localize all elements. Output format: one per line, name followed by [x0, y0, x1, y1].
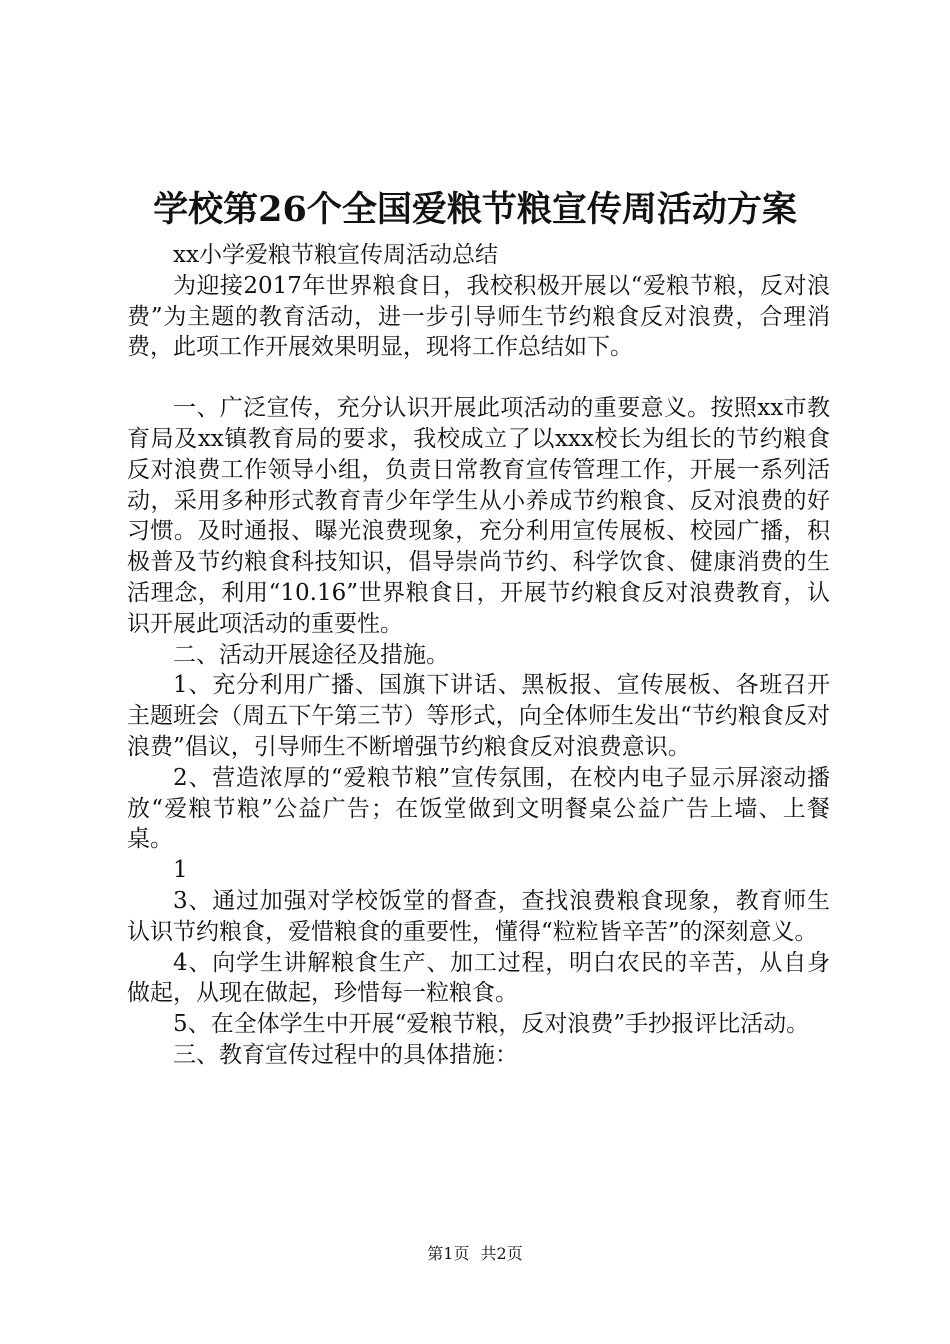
- section-three-heading: 三、教育宣传过程中的具体措施：: [173, 1041, 518, 1068]
- measure-item-4: 4、向学生讲解粮食生产、加工过程，明白农民的辛苦，从自身做起，从现在做起，珍惜每一粒粮食。: [127, 949, 830, 1007]
- page-total-label: 共2页: [480, 1244, 523, 1263]
- page-number-label: 第1页: [427, 1244, 470, 1263]
- section-two-heading: 二、活动开展途径及措施。: [173, 641, 449, 668]
- page-footer: [0, 1244, 950, 1264]
- measure-item-5: 5、在全体学生中开展“爱粮节粮，反对浪费”手抄报评比活动。: [173, 1011, 810, 1038]
- intro-paragraph: 为迎接2017年世界粮食日，我校积极开展以“爱粮节粮，反对浪费”为主题的教育活动，进一步引导师生节约粮食反对浪费，合理消费，此项工作开展效果明显，现将工作总结如下。: [127, 272, 830, 361]
- document-subtitle: xx小学爱粮节粮宣传周活动总结: [173, 242, 498, 268]
- measure-item-2: 2、营造浓厚的“爱粮节粮”宣传氛围，在校内电子显示屏滚动播放“爱粮节粮”公益广告；在饭堂做到文明餐桌公益广告上墙、上餐桌。: [127, 764, 830, 853]
- measure-item-1: 1、充分利用广播、国旗下讲话、黑板报、宣传展板、各班召开主题班会（周五下午第三节）等形式，向全体师生发出“节约粮食反对浪费”倡议，引导师生不断增强节约粮食反对浪费意识。: [127, 672, 830, 760]
- page-marker: 1: [173, 857, 188, 884]
- document-body: [127, 240, 830, 1071]
- measure-item-3: 3、通过加强对学校饭堂的督查，查找浪费粮食现象，教育师生认识节约粮食，爱惜粮食的重要性，懂得“粒粒皆辛苦”的深刻意义。: [127, 887, 830, 945]
- section-one-paragraph: 一、广泛宣传，充分认识开展此项活动的重要意义。按照xx市教育局及xx镇教育局的要求，我校成立了以xxx校长为组长的节约粮食反对浪费工作领导小组，负责日常教育宣传管理工作，开展一系列活动，采用多种形式教育青少年学生从小养成节约粮食、反对浪费的好习惯。及时通报、曝光浪费现象，充分利用宣传展板、校园广播，积极普及节约粮食科技知识，倡导崇尚节约、科学饮食、健康消费的生活理念，利用“10.16”世界粮食日，开展节约粮食反对浪费教育，认识开展此项活动的重要性。: [127, 395, 830, 637]
- document-title: 学校第26个全国爱粮节粮宣传周活动方案: [153, 189, 797, 230]
